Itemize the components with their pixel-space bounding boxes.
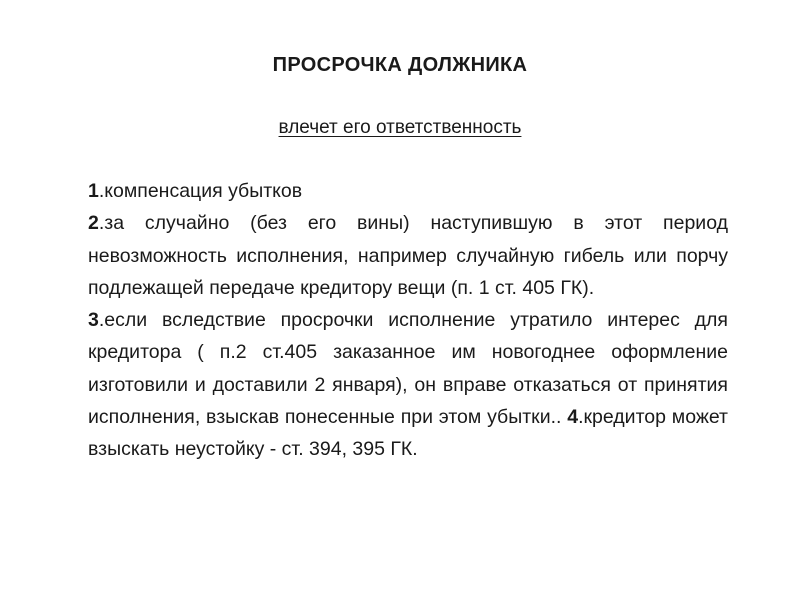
item-number: 3 xyxy=(88,309,99,332)
item-number: 4 xyxy=(567,406,579,429)
slide-title: ПРОСРОЧКА ДОЛЖНИКА xyxy=(272,54,528,76)
list-item xyxy=(88,304,728,465)
item-number: 1 xyxy=(88,180,99,202)
body-text xyxy=(88,175,728,466)
item-number: 2 xyxy=(88,212,99,235)
item-text: .за случайно (без его вины) наступившую в этот период невозможность исполнения, например случайную гибель или порчу подлежащей передаче кредитору вещи (п. 1 ст. 405 ГК). xyxy=(88,212,728,299)
item-text: .кредитор может взыскать неустойку - ст. 394, 395 ГК. xyxy=(88,406,728,461)
item-text: .если вследствие просрочки исполнение утратило интерес для кредитора ( п.2 ст.405 заказанное им новогоднее оформление изготовили и доставили 2 января), он вправе отказаться от принятия исполнения, взыскав понесенные при этом убытки.. xyxy=(88,309,728,429)
list-item xyxy=(88,207,728,304)
slide-subtitle: влечет его ответственность xyxy=(278,117,522,138)
list-item xyxy=(88,175,728,207)
item-text: .компенсация убытков xyxy=(98,180,303,202)
